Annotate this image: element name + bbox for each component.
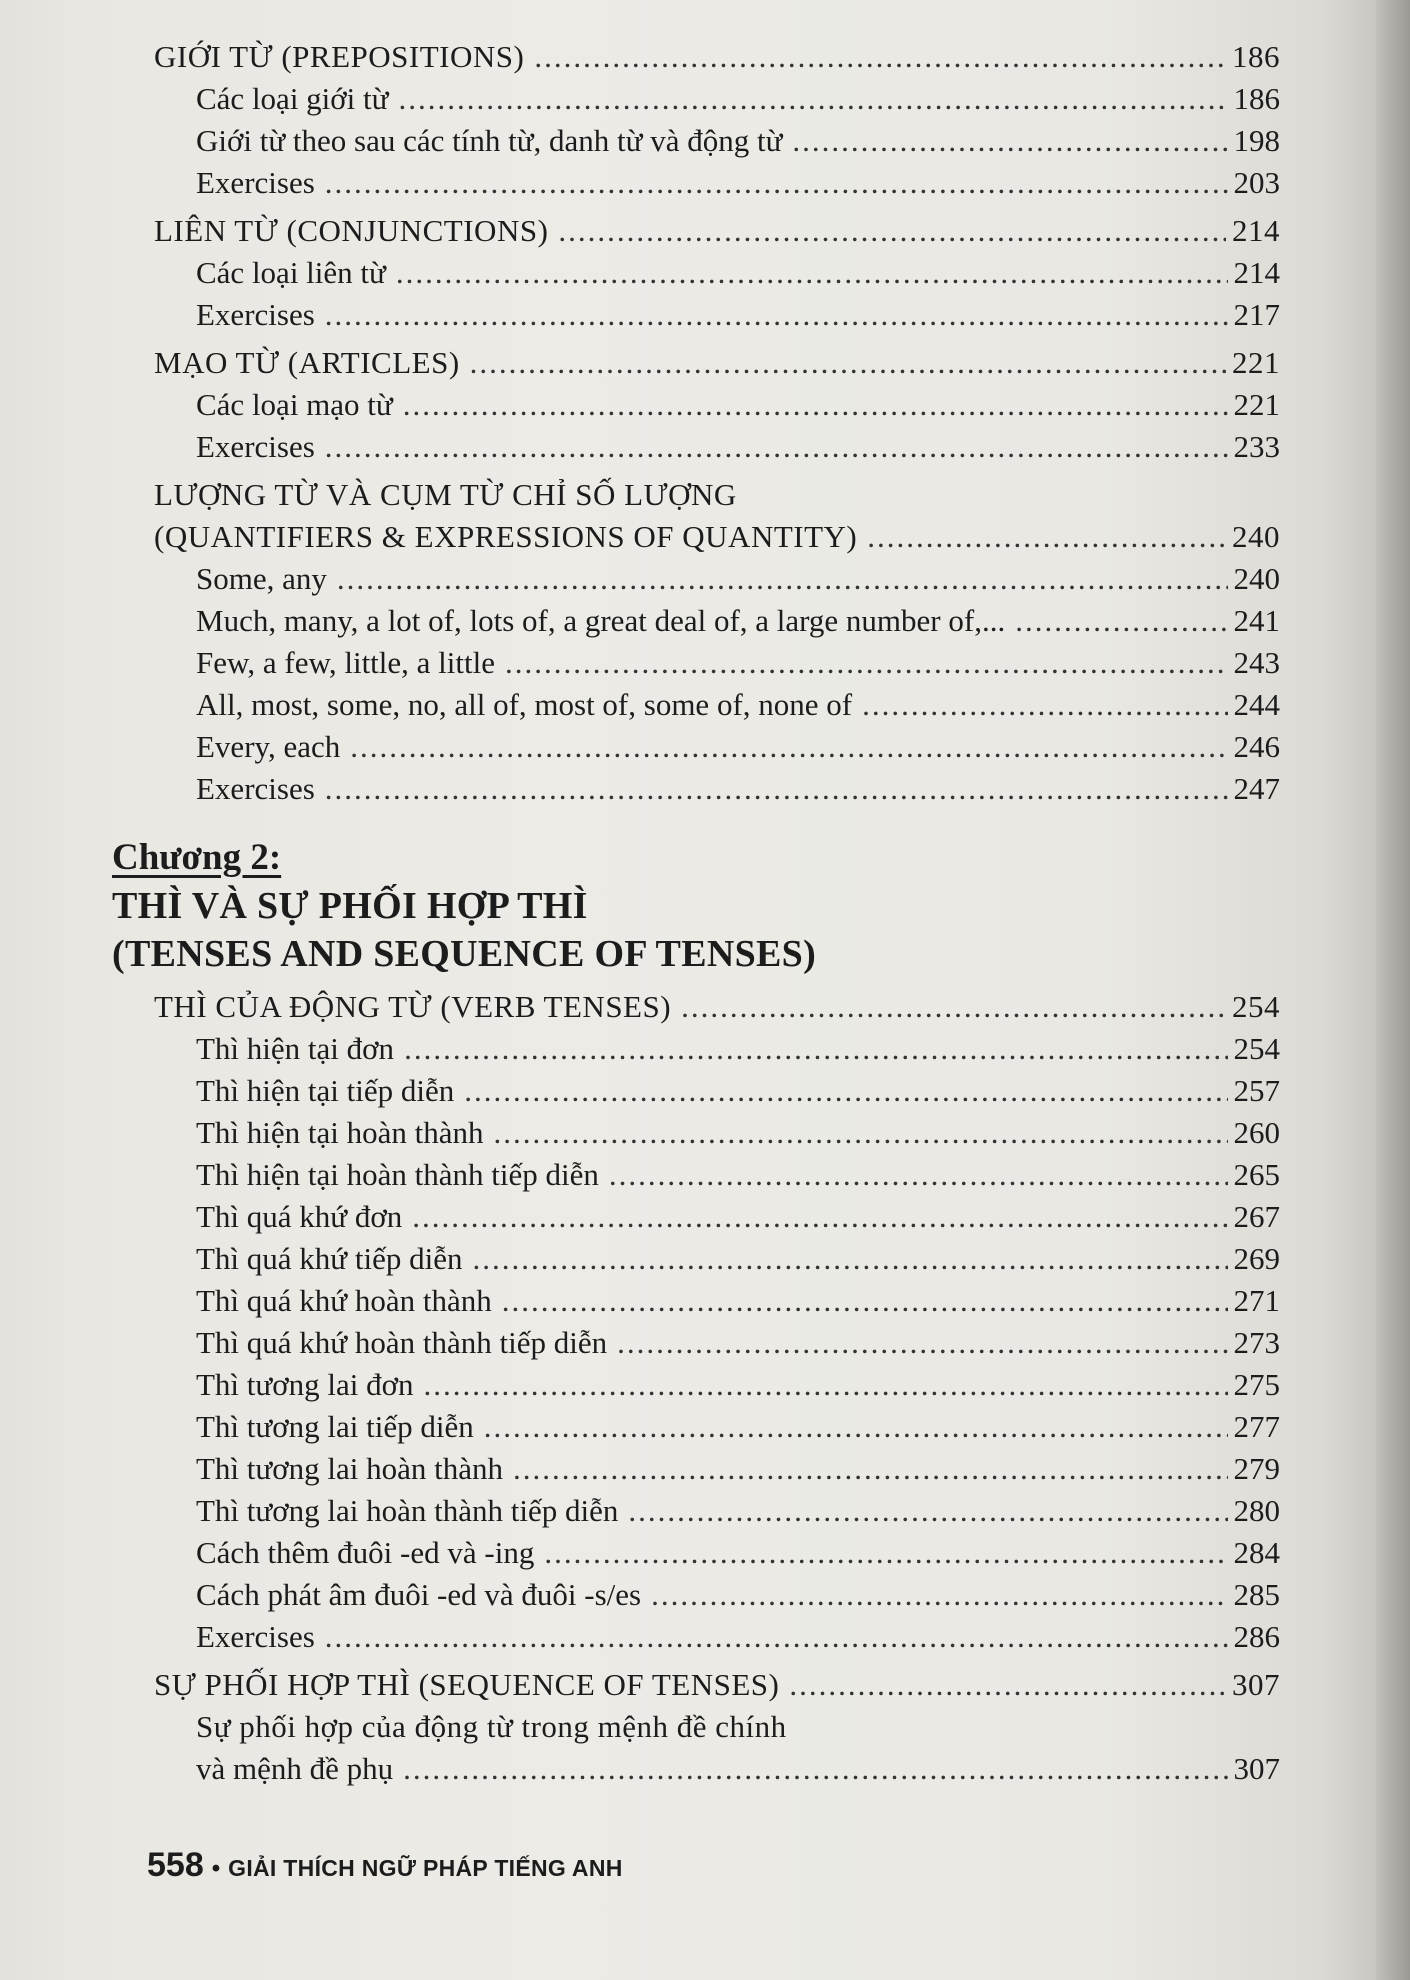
toc-entry-page: 221 — [1233, 387, 1280, 422]
toc-entry-page: 233 — [1233, 429, 1280, 464]
toc-entry-page: 244 — [1233, 687, 1280, 722]
toc-entry-label: THÌ CỦA ĐỘNG TỪ (VERB TENSES) — [154, 989, 672, 1024]
toc-entry-page: 217 — [1233, 297, 1280, 332]
dot-leader — [325, 294, 1228, 336]
toc-entry-page: 243 — [1233, 645, 1280, 680]
toc-entry[interactable] — [154, 642, 1280, 684]
toc-entry-page: 240 — [1233, 561, 1280, 596]
toc-entry[interactable] — [154, 1070, 1280, 1112]
toc-entry-label: All, most, some, no, all of, most of, some of, none of — [196, 687, 853, 722]
toc-entry[interactable] — [154, 426, 1280, 468]
toc-entry-page: 241 — [1233, 603, 1280, 638]
toc-entry-page: 286 — [1233, 1619, 1280, 1654]
toc-entry-label: (QUANTIFIERS & EXPRESSIONS OF QUANTITY) — [154, 519, 858, 554]
toc-entry[interactable] — [154, 1238, 1280, 1280]
toc-entry[interactable] — [154, 78, 1280, 120]
dot-leader — [464, 1070, 1227, 1112]
toc-entry[interactable] — [154, 1490, 1280, 1532]
toc-entry-page: 203 — [1233, 165, 1280, 200]
chapter-label: Chương 2: — [112, 837, 282, 878]
page-edge-shadow — [1376, 0, 1410, 1980]
dot-leader — [862, 684, 1227, 726]
dot-leader — [558, 210, 1226, 252]
toc-section-chapter2 — [154, 986, 1280, 1706]
toc-entry-label: Thì quá khứ hoàn thành tiếp diễn — [196, 1325, 608, 1360]
toc-entry-page: 198 — [1233, 123, 1280, 158]
dot-leader — [403, 1748, 1227, 1790]
toc-entry-page: 257 — [1233, 1073, 1280, 1108]
toc-entry[interactable] — [154, 1448, 1280, 1490]
toc-entry[interactable] — [154, 986, 1280, 1028]
dot-leader — [867, 516, 1226, 558]
toc-entry-label: Much, many, a lot of, lots of, a great deal of, a large number of,... — [196, 603, 1006, 638]
footer-book-title: GIẢI THÍCH NGỮ PHÁP TIẾNG ANH — [228, 1855, 623, 1881]
toc-entry-label: Thì hiện tại hoàn thành — [196, 1115, 484, 1150]
toc-entry-label: Few, a few, little, a little — [196, 645, 495, 680]
dot-leader — [350, 726, 1227, 768]
toc-entry[interactable] — [154, 558, 1280, 600]
toc-entry-label: Cách thêm đuôi -ed và -ing — [196, 1535, 535, 1570]
toc-entry[interactable] — [154, 36, 1280, 78]
chapter-title-line2: (TENSES AND SEQUENCE OF TENSES) — [112, 933, 817, 975]
toc-entry-page: 260 — [1233, 1115, 1280, 1150]
toc-entry-label: Some, any — [196, 561, 327, 596]
table-of-contents — [112, 36, 1280, 1790]
toc-entry-page: 275 — [1233, 1367, 1280, 1402]
dot-leader — [609, 1154, 1228, 1196]
toc-entry-label: LIÊN TỪ (CONJUNCTIONS) — [154, 213, 549, 248]
dot-leader — [651, 1574, 1227, 1616]
toc-entry-page: 240 — [1232, 519, 1280, 554]
toc-entry-label: Exercises — [196, 165, 315, 200]
dot-leader — [484, 1406, 1228, 1448]
toc-entry[interactable] — [154, 600, 1280, 642]
toc-entry-label: Thì quá khứ hoàn thành — [196, 1283, 492, 1318]
dot-leader — [681, 986, 1226, 1028]
toc-entry[interactable] — [154, 1532, 1280, 1574]
toc-entry-label: và mệnh đề phụ — [196, 1751, 394, 1786]
dot-leader — [502, 1280, 1228, 1322]
footer-page-number: 558 — [147, 1846, 204, 1884]
toc-entry[interactable] — [154, 1196, 1280, 1238]
toc-entry-label: Thì tương lai đơn — [196, 1367, 414, 1402]
toc-entry[interactable] — [154, 1112, 1280, 1154]
toc-section-quantifiers — [154, 474, 1280, 810]
toc-entry-page: 186 — [1232, 39, 1280, 74]
toc-entry-label: Exercises — [196, 1619, 315, 1654]
toc-entry-label: Thì hiện tại tiếp diễn — [196, 1073, 455, 1108]
toc-entry[interactable] — [154, 342, 1280, 384]
toc-entry-label: Các loại giới từ — [196, 81, 389, 116]
toc-entry[interactable] — [154, 1616, 1280, 1658]
toc-entry[interactable] — [154, 384, 1280, 426]
toc-entry[interactable] — [154, 210, 1280, 252]
toc-entry[interactable] — [154, 1028, 1280, 1070]
dot-leader — [792, 120, 1227, 162]
dot-leader — [412, 1196, 1227, 1238]
toc-entry-page: 214 — [1232, 213, 1280, 248]
dot-leader — [325, 768, 1228, 810]
toc-entry-label: Các loại mạo từ — [196, 387, 393, 422]
dot-leader — [1015, 600, 1227, 642]
toc-entry-page: 265 — [1233, 1157, 1280, 1192]
dot-leader — [628, 1490, 1227, 1532]
toc-entry[interactable] — [154, 516, 1280, 558]
toc-entry-label: Thì tương lai hoàn thành tiếp diễn — [196, 1493, 619, 1528]
toc-entry-label: Thì tương lai hoàn thành — [196, 1451, 503, 1486]
toc-entry-label: Exercises — [196, 429, 315, 464]
dot-leader — [789, 1664, 1226, 1706]
toc-entry-label: Thì tương lai tiếp diễn — [196, 1409, 474, 1444]
dot-leader — [325, 162, 1228, 204]
toc-section-part1 — [154, 36, 1280, 468]
toc-entry-page: 247 — [1233, 771, 1280, 806]
toc-entry-page: 307 — [1232, 1667, 1280, 1702]
toc-entry[interactable] — [154, 1364, 1280, 1406]
toc-entry-page: 214 — [1233, 255, 1280, 290]
toc-quantifier-items — [154, 558, 1280, 810]
toc-entry-label: Các loại liên từ — [196, 255, 386, 290]
toc-entry[interactable] — [154, 252, 1280, 294]
toc-entry[interactable] — [154, 162, 1280, 204]
dot-leader — [470, 342, 1226, 384]
toc-entry[interactable] — [154, 294, 1280, 336]
toc-entry[interactable] — [154, 684, 1280, 726]
toc-entry-page: 284 — [1233, 1535, 1280, 1570]
chapter-title-line1: THÌ VÀ SỰ PHỐI HỢP THÌ — [112, 885, 588, 927]
toc-entry-label: GIỚI TỪ (PREPOSITIONS) — [154, 39, 525, 74]
toc-entry-label: Thì quá khứ đơn — [196, 1199, 403, 1234]
dot-leader — [472, 1238, 1227, 1280]
toc-entry-label: Exercises — [196, 771, 315, 806]
toc-entry[interactable] — [154, 1748, 1280, 1790]
toc-entry-page: 254 — [1233, 1031, 1280, 1066]
toc-entry-label: Cách phát âm đuôi -ed và đuôi -s/es — [196, 1577, 642, 1612]
dot-leader — [494, 1112, 1228, 1154]
toc-entry[interactable] — [154, 1280, 1280, 1322]
toc-entry-page: 307 — [1233, 1751, 1280, 1786]
toc-entry-page: 280 — [1233, 1493, 1280, 1528]
toc-entry-page: 273 — [1233, 1325, 1280, 1360]
dot-leader — [423, 1364, 1227, 1406]
dot-leader — [617, 1322, 1227, 1364]
toc-entry-page: 267 — [1233, 1199, 1280, 1234]
dot-leader — [505, 642, 1228, 684]
dot-leader — [396, 252, 1228, 294]
toc-entry-label: Exercises — [196, 297, 315, 332]
toc-entry-page: 279 — [1233, 1451, 1280, 1486]
toc-entry-label: MẠO TỪ (ARTICLES) — [154, 345, 460, 380]
dot-leader — [325, 1616, 1228, 1658]
toc-entry[interactable] — [154, 1154, 1280, 1196]
dot-leader — [534, 36, 1226, 78]
toc-entry-page: 285 — [1233, 1577, 1280, 1612]
toc-entry-label: Thì hiện tại hoàn thành tiếp diễn — [196, 1157, 599, 1192]
toc-entry[interactable] — [154, 1406, 1280, 1448]
toc-entry[interactable] — [154, 726, 1280, 768]
toc-entry-line: Sự phối hợp của động từ trong mệnh đề chính — [196, 1709, 787, 1744]
toc-entry-label: Thì quá khứ tiếp diễn — [196, 1241, 463, 1276]
toc-entry-label: Every, each — [196, 729, 341, 764]
toc-entry-page: 271 — [1233, 1283, 1280, 1318]
toc-entry-label: Thì hiện tại đơn — [196, 1031, 395, 1066]
toc-entry[interactable] — [154, 120, 1280, 162]
toc-entry[interactable] — [154, 1322, 1280, 1364]
page-footer — [147, 1846, 623, 1885]
toc-sequence-item — [154, 1706, 1280, 1790]
toc-entry[interactable] — [154, 1574, 1280, 1616]
toc-entry-label: SỰ PHỐI HỢP THÌ (SEQUENCE OF TENSES) — [154, 1667, 780, 1702]
dot-leader — [403, 384, 1228, 426]
toc-entry[interactable] — [154, 1664, 1280, 1706]
chapter-heading — [112, 834, 1280, 978]
toc-entry[interactable] — [154, 768, 1280, 810]
dot-leader — [325, 426, 1228, 468]
toc-entry-page: 269 — [1233, 1241, 1280, 1276]
dot-leader — [398, 78, 1227, 120]
toc-entry-page: 221 — [1232, 345, 1280, 380]
toc-entry-page: 246 — [1233, 729, 1280, 764]
toc-entry-label: Giới từ theo sau các tính từ, danh từ và động từ — [196, 123, 783, 158]
footer-bullet: • — [211, 1855, 221, 1882]
dot-leader — [337, 558, 1228, 600]
dot-leader — [544, 1532, 1227, 1574]
dot-leader — [513, 1448, 1228, 1490]
dot-leader — [404, 1028, 1227, 1070]
toc-entry-page: 186 — [1233, 81, 1280, 116]
toc-entry-page: 254 — [1232, 989, 1280, 1024]
toc-heading-line: LƯỢNG TỪ VÀ CỤM TỪ CHỈ SỐ LƯỢNG — [154, 477, 737, 512]
toc-entry-page: 277 — [1233, 1409, 1280, 1444]
